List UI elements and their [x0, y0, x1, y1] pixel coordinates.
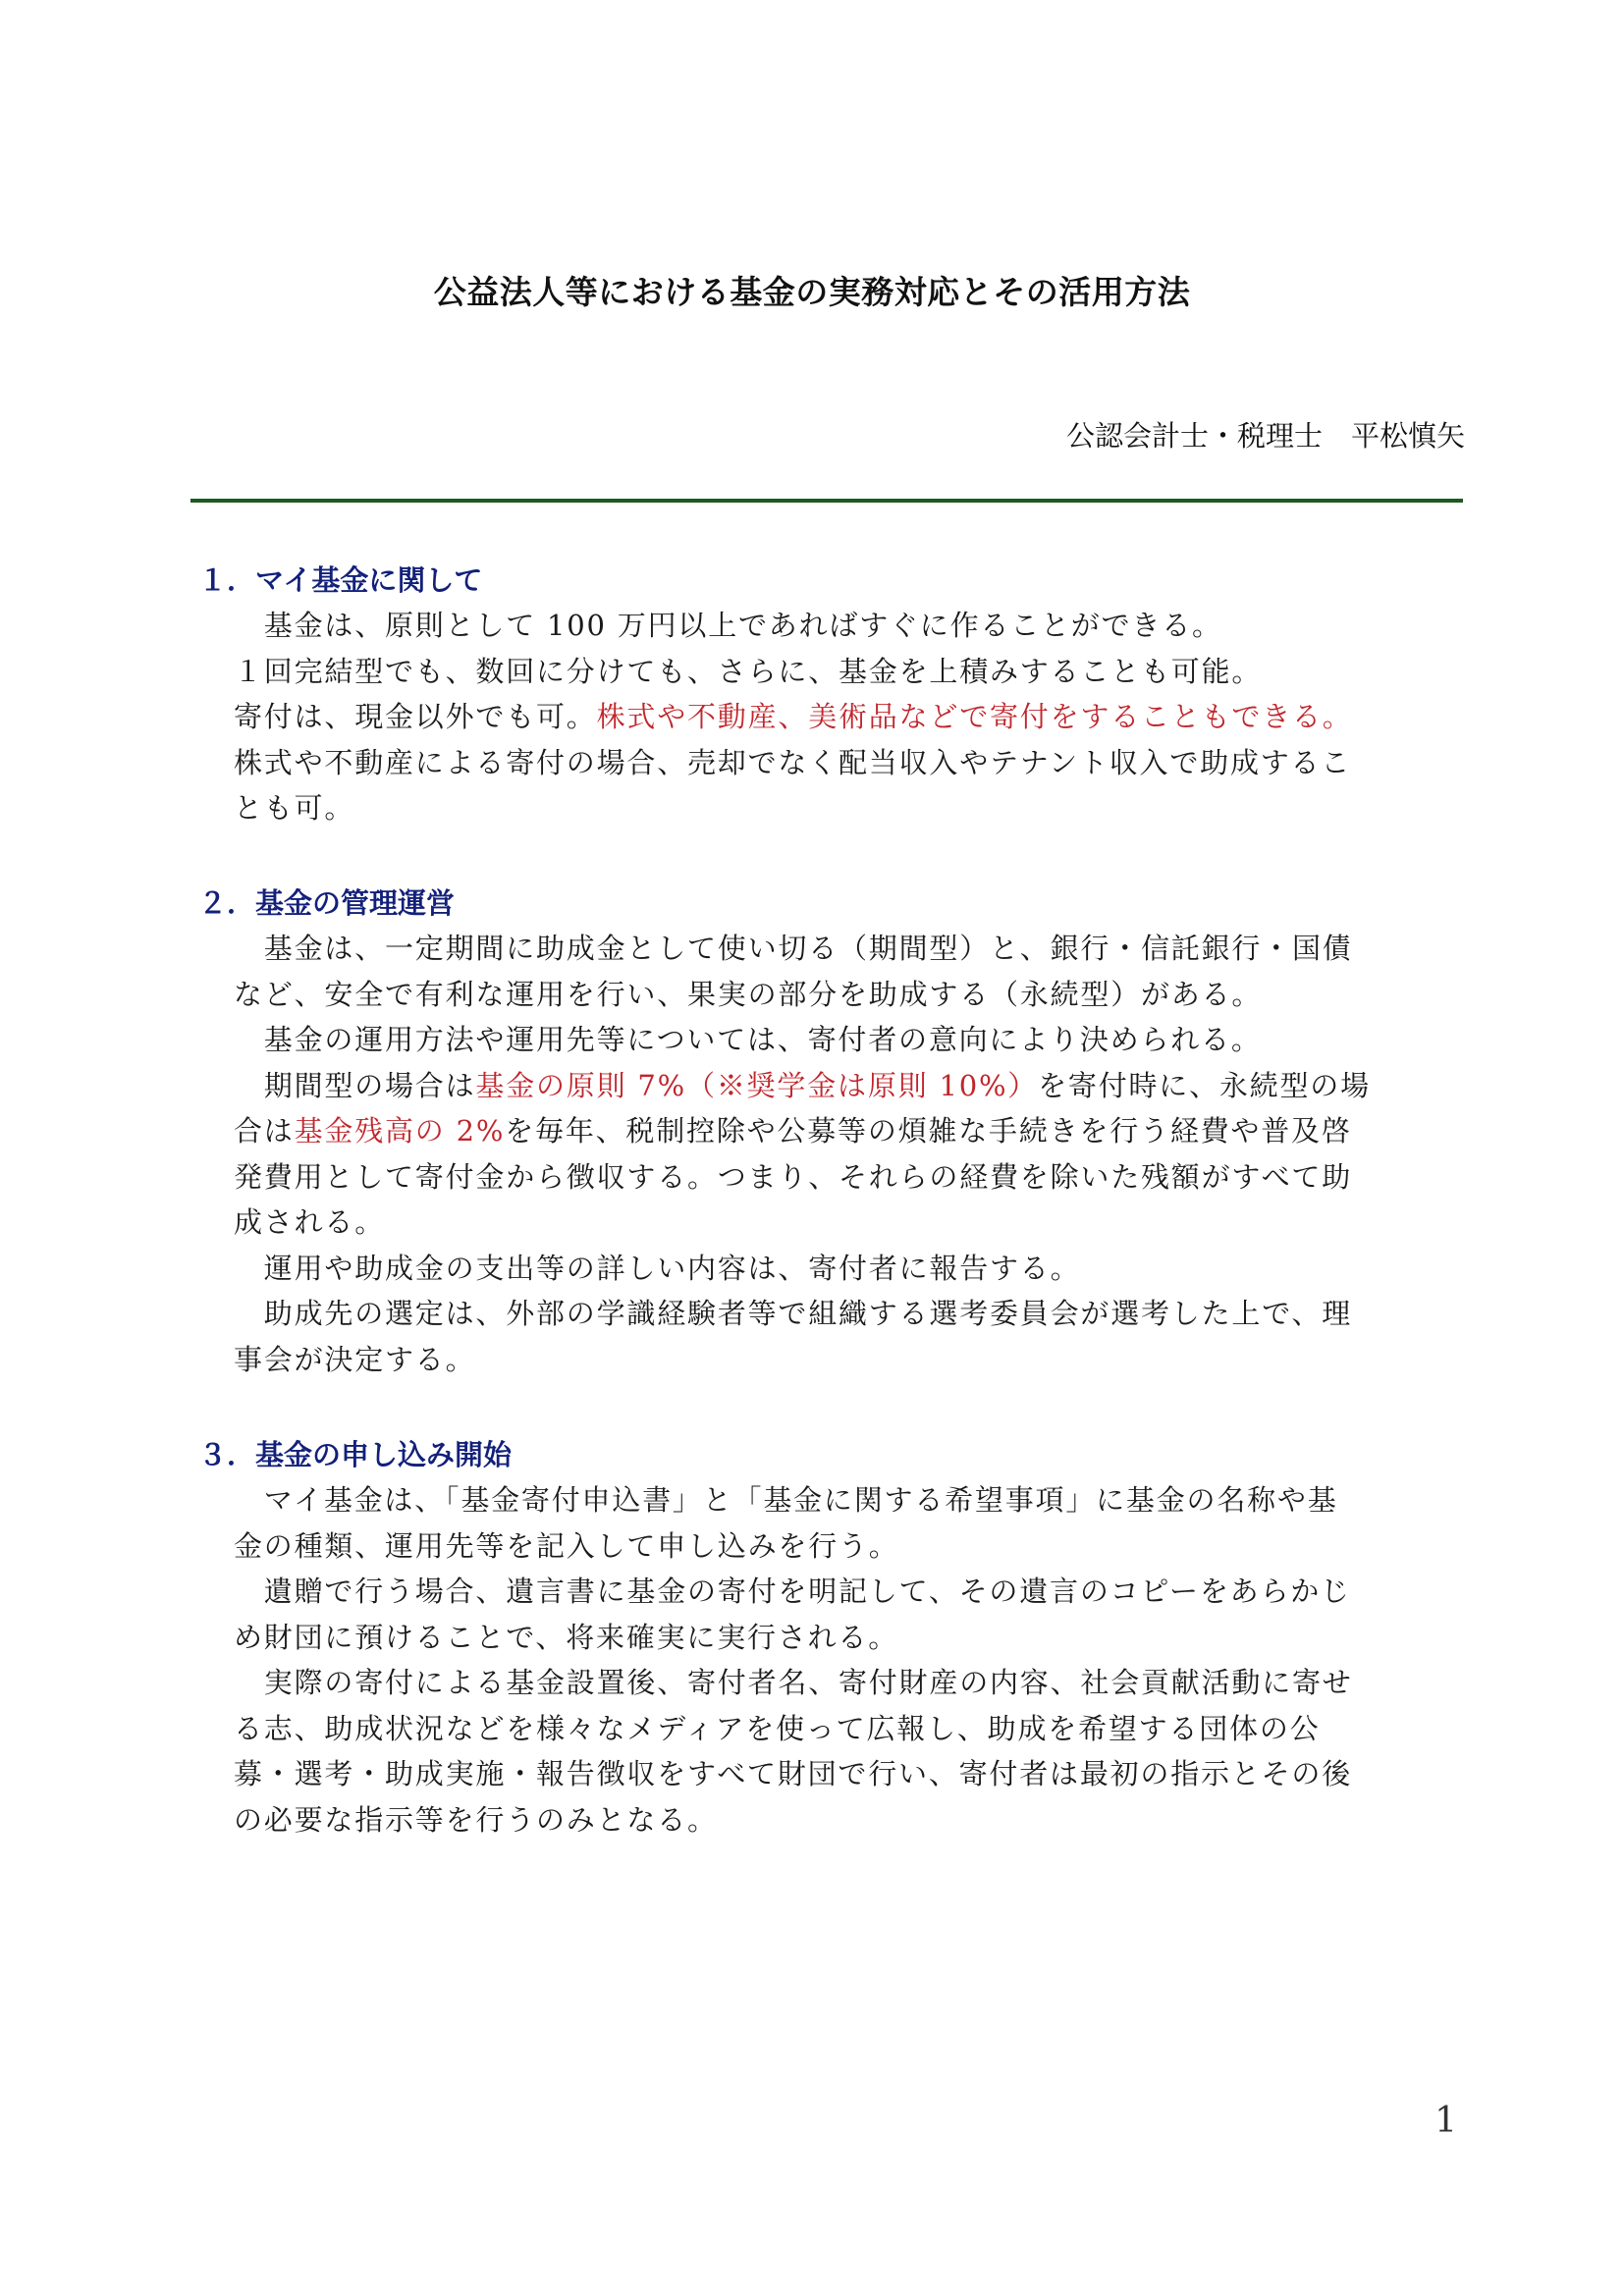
highlighted-text: 株式や不動産、美術品などで寄付をすることもできる。 — [596, 700, 1353, 733]
document-title: 公益法人等における基金の実務対応とその活用方法 — [433, 273, 1191, 311]
section-application-start — [198, 1432, 1465, 1842]
body-text: 寄付は、現金以外でも可。 — [234, 700, 597, 733]
body-line — [234, 1063, 1465, 1109]
body-line: 発費用として寄付金から徴収する。つまり、それらの経費を除いた残額がすべて助 — [234, 1159, 1353, 1194]
body-line: る志、助成状況などを様々なメディアを使って広報し、助成を希望する団体の公 — [234, 1711, 1321, 1745]
body-line: 基金は、一定期間に助成金として使い切る（期間型）と、銀行・信託銀行・国債 — [234, 932, 1353, 965]
body-line: 事会が決定する。 — [234, 1342, 476, 1376]
section-body — [198, 926, 1465, 1382]
section-fund-management — [198, 881, 1465, 1382]
body-line: 基金は、原則として 100 万円以上であればすぐに作ることができる。 — [234, 609, 1222, 642]
body-line: 募・選考・助成実施・報告徴収をすべて財団で行い、寄付者は最初の指示とその後 — [234, 1757, 1353, 1790]
body-line: 運用や助成金の支出等の詳しい内容は、寄付者に報告する。 — [234, 1251, 1081, 1285]
section-heading: １．マイ基金に関して — [198, 563, 483, 597]
page-number: 1 — [1435, 2101, 1457, 2141]
author-line: 公認会計士・税理士 平松慎矢 — [1065, 419, 1465, 453]
body-text: 合は — [234, 1114, 295, 1148]
section-heading: ２．基金の管理運営 — [198, 886, 456, 920]
body-line: とも可。 — [234, 791, 355, 825]
body-line: 基金の運用方法や運用先等については、寄付者の意向により決められる。 — [234, 1023, 1262, 1056]
body-text: を毎年、税制控除や公募等の煩雑な手続きを行う経費や普及啓 — [505, 1114, 1352, 1148]
body-text: 期間型の場合は — [234, 1068, 476, 1102]
body-line: マイ基金は、「基金寄付申込書」と「基金に関する希望事項」に基金の名称や基 — [234, 1483, 1338, 1517]
body-line: 金の種類、運用先等を記入して申し込みを行う。 — [234, 1528, 899, 1563]
body-line: 株式や不動産による寄付の場合、売却でなく配当収入やテナント収入で助成するこ — [234, 745, 1352, 779]
body-line: の必要な指示等を行うのみとなる。 — [234, 1802, 718, 1837]
body-text: を寄付時に、永続型の場 — [1038, 1068, 1371, 1102]
body-line: 助成先の選定は、外部の学識経験者等で組織する選考委員会が選考した上で、理 — [234, 1297, 1353, 1330]
section-body — [198, 603, 1465, 831]
body-line: 遺贈で行う場合、遺言書に基金の寄付を明記して、その遺言のコピーをあらかじ — [234, 1575, 1351, 1608]
section-my-fund — [198, 558, 1465, 831]
body-line: 実際の寄付による基金設置後、寄付者名、寄付財産の内容、社会貢献活動に寄せ — [234, 1666, 1353, 1699]
section-heading: ３．基金の申し込み開始 — [198, 1438, 513, 1471]
body-line: め財団に預けることで、将来確実に実行される。 — [234, 1620, 899, 1654]
highlighted-text: 基金の原則 7%（※奨学金は原則 10%） — [475, 1068, 1039, 1102]
highlighted-text: 基金残高の 2% — [294, 1114, 506, 1148]
body-line: など、安全で有利な運用を行い、果実の部分を助成する（永続型）がある。 — [234, 977, 1263, 1011]
body-line — [234, 1108, 1465, 1154]
title-divider — [190, 499, 1463, 503]
section-body — [198, 1477, 1465, 1842]
body-line: １回完結型でも、数回に分けても、さらに、基金を上積みすることも可能。 — [234, 654, 1263, 688]
body-line — [234, 694, 1465, 740]
body-line: 成される。 — [234, 1205, 386, 1239]
